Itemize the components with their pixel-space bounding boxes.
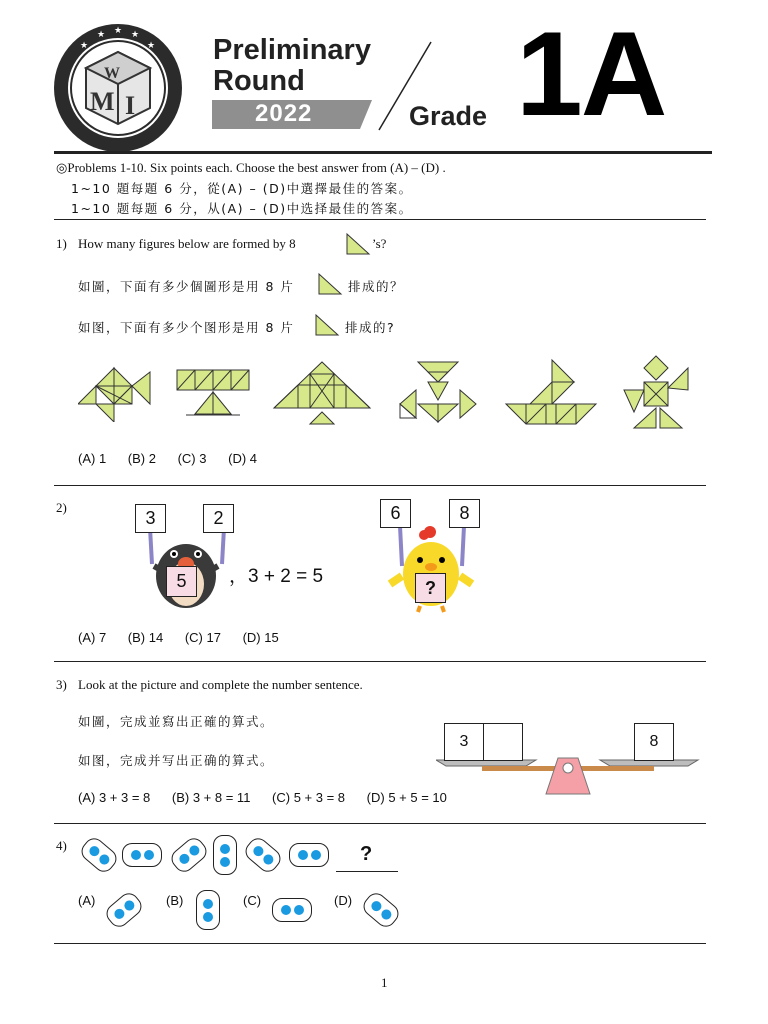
svg-text:W: W: [104, 65, 120, 82]
q1-triangle-tile-icon-2: [317, 272, 343, 300]
q3-text-traditional: 如圖，完成並寫出正確的算式。: [78, 714, 275, 729]
q4-option-c-tile[interactable]: [272, 898, 312, 922]
round-title-line1: Preliminary: [213, 34, 371, 66]
tangram-fish: [78, 366, 154, 426]
scale-left-empty-box: [483, 723, 523, 761]
q2-option-d[interactable]: (D) 15: [242, 630, 279, 645]
q1-triangle-tile-icon: [345, 232, 371, 260]
q2-number: 2): [56, 500, 67, 515]
q4-blank-question-mark: ?: [360, 843, 373, 865]
q1-option-d[interactable]: (D) 4: [228, 451, 257, 466]
q3-option-c[interactable]: (C) 5 + 3 = 8: [272, 790, 346, 805]
instruction-traditional: 1~10 題每題 6 分，從(A) – (D)中選擇最佳的答案。: [71, 181, 413, 196]
wmi-logo: [52, 22, 184, 154]
q1-triangle-tile-icon-3: [314, 313, 340, 341]
q4-number: 4): [56, 838, 67, 853]
q2-option-c[interactable]: (C) 17: [184, 630, 221, 645]
q3-text-simplified: 如图，完成并写出正确的算式。: [78, 753, 275, 768]
svg-text:★: ★: [97, 30, 106, 40]
svg-text:★: ★: [147, 41, 156, 51]
divider-2: [54, 485, 706, 486]
q4-option-d-tile[interactable]: [359, 889, 402, 931]
domino-tile-horizontal: [122, 843, 162, 867]
q1-number: 1): [56, 236, 67, 251]
instruction-english: ◎Problems 1-10. Six points each. Choose the best answer from (A) – (D) .: [56, 160, 446, 175]
tangram-table: [176, 368, 250, 422]
grade-code: 1A: [516, 7, 666, 141]
domino-tile-diag-down-2: [241, 834, 284, 876]
q3-option-d[interactable]: (D) 5 + 5 = 10: [366, 790, 447, 805]
scale-right-box: 8: [634, 723, 674, 761]
q2-equation: ，3 + 2 = 5: [229, 566, 324, 587]
divider-1: [54, 219, 706, 220]
round-title-line2: Round: [213, 65, 305, 97]
q1-text-simplified: 如图，下面有多少个图形是用 8 片: [78, 320, 295, 335]
domino-tile-diag-up: [167, 834, 210, 876]
grade-label: Grade: [409, 101, 488, 131]
q3-text-english: Look at the picture and complete the number sentence.: [78, 677, 363, 692]
q4-option-d-label[interactable]: (D): [334, 893, 353, 908]
domino-tile-horizontal-2: [289, 843, 329, 867]
tangram-pyramid: [272, 360, 372, 430]
q3-option-a[interactable]: (A) 3 + 3 = 8: [78, 790, 151, 805]
q3-number: 3): [56, 677, 67, 692]
mole-card-left: 3: [135, 504, 166, 533]
tangram-boat: [504, 358, 598, 430]
svg-text:★: ★: [80, 41, 89, 51]
divider-5: [54, 943, 706, 944]
q1-option-b[interactable]: (B) 2: [127, 451, 156, 466]
chick-character: [384, 522, 480, 618]
chick-card-right: 8: [449, 499, 480, 528]
q1-option-a[interactable]: (A) 1: [78, 451, 107, 466]
header-divider: [54, 151, 712, 154]
q4-option-a-label[interactable]: (A): [78, 893, 96, 908]
divider-4: [54, 823, 706, 824]
q3-option-b[interactable]: (B) 3 + 8 = 11: [171, 790, 251, 805]
mole-card-result: 5: [166, 566, 197, 597]
tangram-bridge: [398, 360, 478, 430]
divider-3: [54, 661, 706, 662]
chick-card-left: 6: [380, 499, 411, 528]
svg-text:★: ★: [114, 26, 123, 36]
domino-tile-diag-down: [77, 834, 120, 876]
svg-text:★: ★: [131, 30, 140, 40]
q4-option-b-tile[interactable]: [196, 890, 220, 930]
q2-option-a[interactable]: (A) 7: [78, 630, 107, 645]
q4-option-a-tile[interactable]: [102, 889, 145, 931]
mole-card-right: 2: [203, 504, 234, 533]
q1-options: [78, 451, 275, 466]
year-label: 2022: [255, 100, 313, 127]
q4-option-b-label[interactable]: (B): [166, 893, 184, 908]
q1-text-traditional: 如圖，下面有多少個圖形是用 8 片: [78, 279, 295, 294]
instruction-simplified: 1~10 题每题 6 分，从(A) – (D)中选择最佳的答案。: [71, 201, 413, 216]
svg-text:M: M: [90, 87, 115, 116]
tangram-figure-person: [622, 354, 692, 436]
q1-text-traditional-end: 排成的？: [348, 279, 405, 294]
q1-text-simplified-end: 排成的?: [345, 320, 396, 335]
svg-text:I: I: [125, 91, 136, 120]
q3-options: [78, 790, 465, 805]
q1-text-english: How many figures below are formed by 8: [78, 236, 296, 251]
scale-left-box: 3: [444, 723, 484, 761]
page-number: 1: [381, 975, 388, 990]
q2-option-b[interactable]: (B) 14: [127, 630, 164, 645]
q4-option-c-label[interactable]: (C): [243, 893, 262, 908]
q2-options: [78, 630, 297, 645]
chick-card-result: ?: [415, 573, 446, 603]
q4-answer-blank-line[interactable]: [336, 871, 398, 872]
q1-text-english-end: ’s?: [372, 236, 387, 251]
q1-option-c[interactable]: (C) 3: [177, 451, 207, 466]
domino-tile-vertical: [213, 835, 237, 875]
